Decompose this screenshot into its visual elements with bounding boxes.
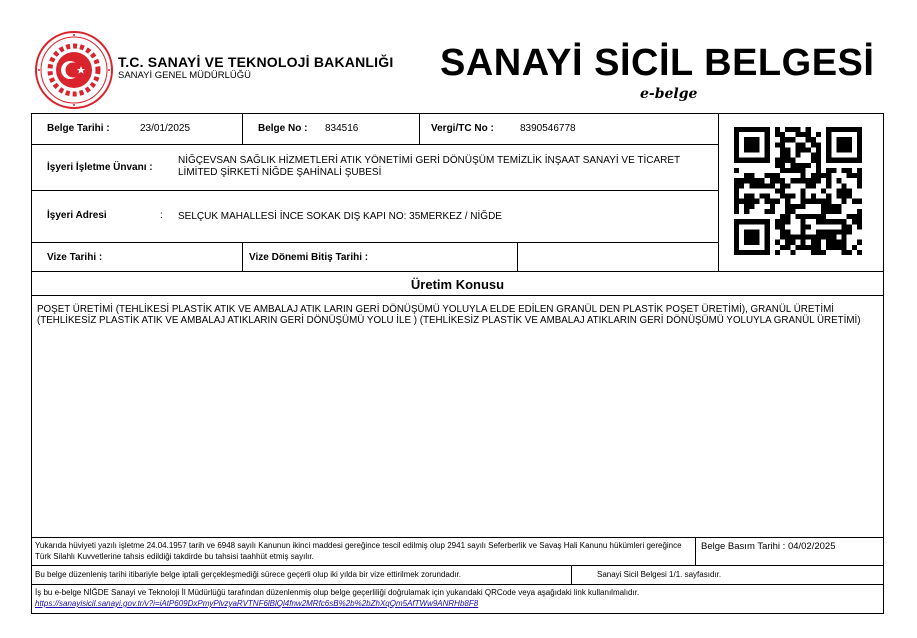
- document-subtitle: e-belge: [640, 86, 698, 102]
- validity-text: Bu belge düzenleniş tarihi itibariyle belge iptali gerçekleşmediği sürece geçerli olup iki yılda bir vize ettirilmek zorundadır.: [35, 570, 461, 579]
- adres-label: İşyeri Adresi: [47, 210, 107, 221]
- column-divider: [242, 114, 243, 144]
- row-divider: [32, 144, 718, 145]
- row-divider: [32, 295, 883, 296]
- adres-value: SELÇUK MAHALLESİ İNCE SOKAK DIŞ KAPI NO: 35MERKEZ / NİĞDE: [178, 211, 502, 222]
- production-text: POŞET ÜRETİMİ (TEHLİKESİ PLASTİK ATIK VE AMBALAJ ATIK LARIN GERİ DÖNÜŞÜMÜ YOLUYLA ELDE EDİLEN GRANÜL DEN PLASTİK POŞET ÜRETİMİ), GRANÜL ÜRETİMİ (TEHLİKESİZ PLASTİK ATIK VE AMBALAJ ATIKLARIN GERİ DÖNÜŞÜMÜ YOLU İLE ) (TEHLİKESİZ PLASTİK VE AMBALAJ ATIKLARIN GERİ DÖNÜŞÜMÜ YOLUYLA GRANÜL ÜRETİMİ): [37, 304, 861, 326]
- column-divider: [242, 242, 243, 271]
- column-divider: [419, 114, 420, 144]
- verify-text: İş bu e-belge NİĞDE Sanayi ve Teknoloji İl Müdürlüğü tarafından düzenlenmiş olup belge geçerliliği doğrulamak için yukarıdaki QRCode veya aşağıdaki link kullanılmalıdır.: [35, 588, 640, 597]
- document-title: SANAYİ SİCİL BELGESİ: [440, 42, 875, 84]
- law-text: Yukarıda hüviyeti yazılı işletme 24.04.1957 tarih ve 6948 sayılı Kanunun ikinci maddesi gereğince tescil edilmiş olup 2941 sayılı Seferberlik ve Savaş Hali Kanunu hükümleri gereğince Türk Silahlı Kuvvetlerine tahsis edildiği takdirde bu tahsisi taahhüt etmiş sayılır.: [35, 541, 682, 561]
- production-title: Üretim Konusu: [410, 277, 505, 292]
- vize-bitis-label: Vize Dönemi Bitiş Tarihi :: [249, 252, 369, 263]
- verify-link[interactable]: https://sanayisicil.sanayi.gov.tr/v?i=iAtP609DxPmyPlvzyaRVTNF6lBlQl4fnw2MRfc6sB%2b%2bZhXqQm5AfTWw9ANRHb8F8: [35, 599, 479, 608]
- unvan-label: İşyeri İşletme Ünvanı :: [47, 162, 153, 173]
- column-divider: [517, 242, 518, 271]
- belge-tarihi-value: 23/01/2025: [140, 123, 191, 134]
- org-subtitle: SANAYİ GENEL MÜDÜRLÜĞÜ: [118, 70, 252, 81]
- vize-tarihi-label: Vize Tarihi :: [47, 252, 103, 263]
- column-divider: [695, 537, 696, 565]
- belge-no-label: Belge No :: [258, 123, 308, 134]
- column-divider: [718, 114, 719, 271]
- row-divider: [32, 537, 883, 538]
- row-divider: [32, 584, 883, 585]
- adres-colon: :: [160, 210, 163, 221]
- page-count-text: Sanayi Sicil Belgesi 1/1. sayfasıdır.: [597, 570, 722, 579]
- column-divider: [571, 565, 572, 584]
- org-title: T.C. SANAYİ VE TEKNOLOJİ BAKANLIĞI: [118, 54, 394, 70]
- vergi-label: Vergi/TC No :: [431, 123, 494, 134]
- row-divider: [32, 565, 883, 566]
- row-divider: [32, 242, 718, 243]
- belge-tarihi-label: Belge Tarihi :: [47, 123, 110, 134]
- ministry-seal-icon: [34, 30, 114, 110]
- row-divider: [32, 271, 883, 272]
- row-divider: [32, 190, 718, 191]
- unvan-value: NİĞÇEVSAN SAĞLIK HİZMETLERİ ATIK YÖNETİMİ GERİ DÖNÜŞÜM TEMİZLİK İNŞAAT SANAYİ VE TİCARET LİMİTED ŞİRKETİ NİĞDE ŞAHİNALİ ŞUBESİ: [178, 155, 680, 178]
- qr-code-icon[interactable]: [734, 127, 862, 255]
- basim-tarihi: Belge Basım Tarihi : 04/02/2025: [701, 541, 836, 552]
- belge-no-value: 834516: [325, 123, 359, 134]
- vergi-value: 8390546778: [520, 123, 576, 134]
